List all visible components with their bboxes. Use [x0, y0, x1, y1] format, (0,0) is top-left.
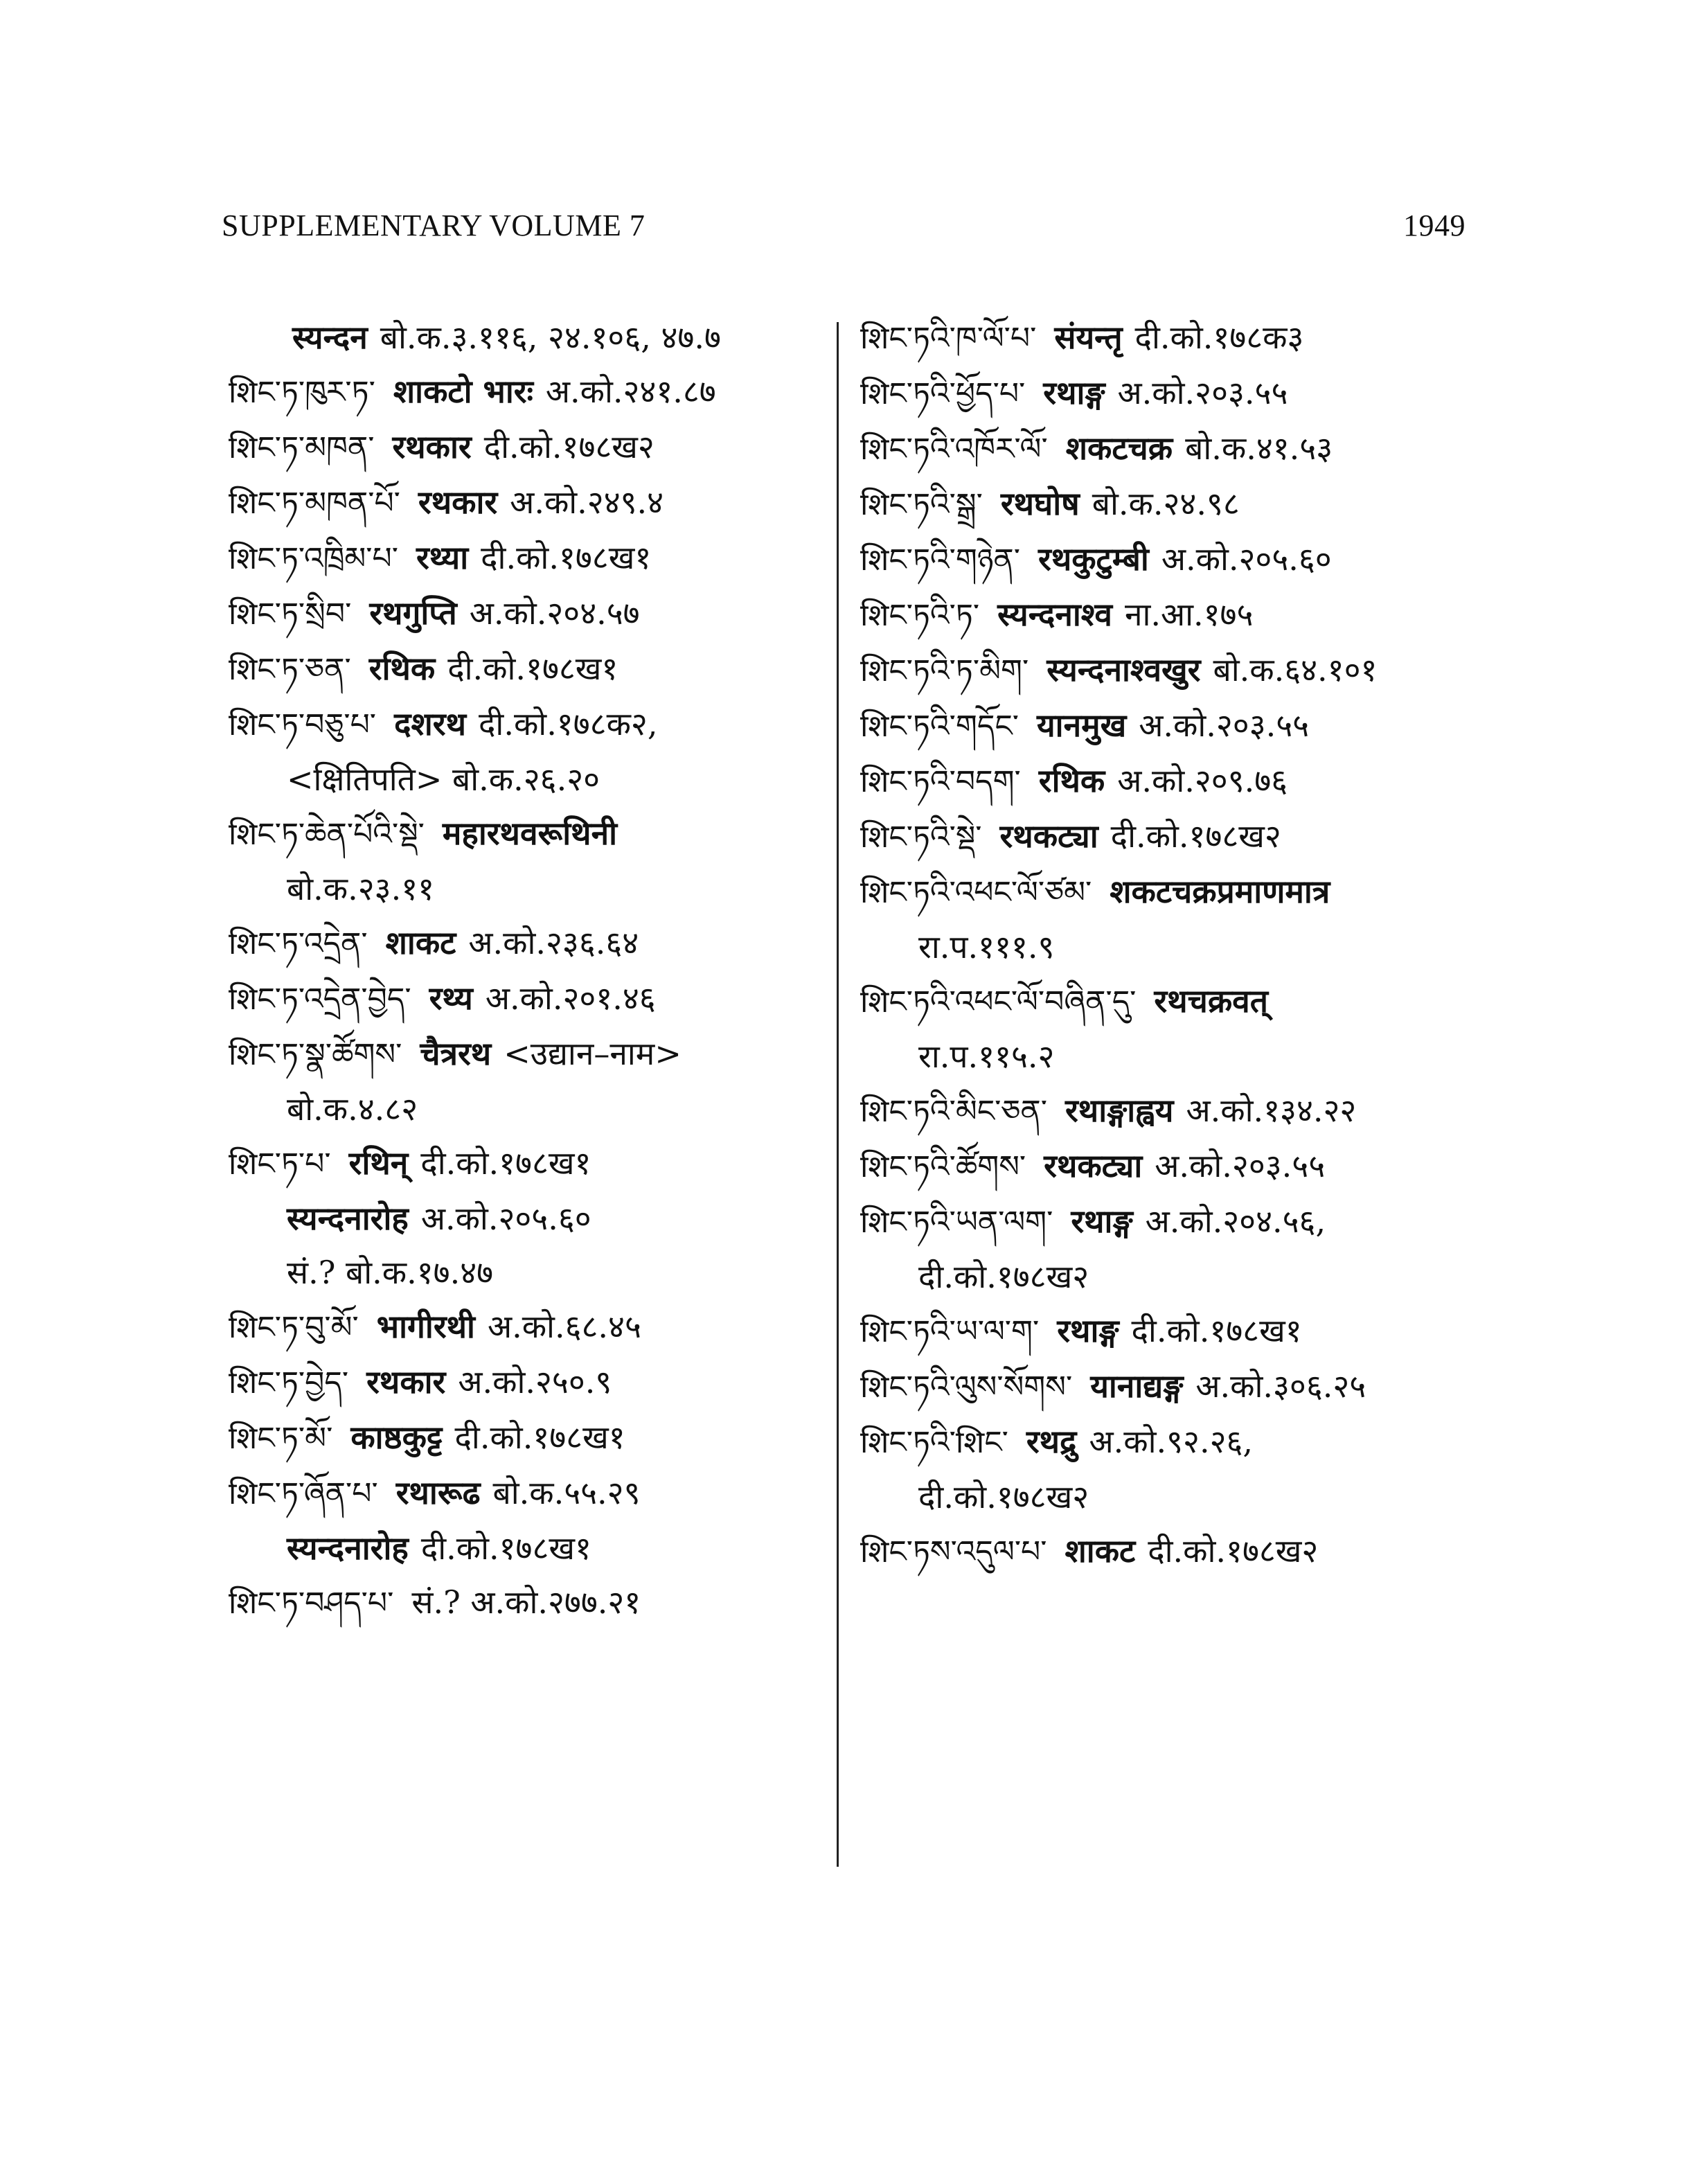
sanskrit-equivalent: चैत्ररथ [420, 1035, 492, 1072]
dictionary-entry [860, 1470, 1470, 1524]
dictionary-entry [229, 697, 838, 752]
source-reference: अ.को.२०१.४६ [485, 979, 656, 1017]
tibetan-headword: शिང་ཏ་ཅན་ [229, 652, 351, 687]
tibetan-headword: शिང་ཏ་པ་ [229, 1146, 331, 1182]
tibetan-headword: शिང་ཏ་མཁན་པོ་ [229, 486, 400, 521]
dictionary-entry [229, 1245, 838, 1299]
sanskrit-equivalent: रथिक [1038, 762, 1105, 799]
source-reference: अ.को.२०५.६० [1161, 540, 1332, 578]
tibetan-headword: शिང་ཏ་སྲིབ་ [229, 596, 352, 632]
dictionary-entry [860, 864, 1470, 920]
sanskrit-equivalent: रथाङ्गाह्वय [1065, 1092, 1174, 1129]
sanskrit-equivalent: यानाद्यङ्ग [1090, 1367, 1184, 1405]
source-reference: दी.को.१७८ख१ [481, 539, 652, 576]
dictionary-entry [229, 862, 838, 916]
dictionary-entry [229, 806, 838, 862]
dictionary-entry [229, 1410, 838, 1466]
tibetan-headword: शिང་ཏ་མཁན་ [229, 430, 375, 465]
dictionary-entry [860, 1414, 1470, 1470]
source-reference: अ.को.२०४.५६, [1145, 1202, 1326, 1240]
tibetan-headword: शिང་ཏའི་ཏ་ [860, 598, 980, 633]
source-reference: दी.को.१७८ख१ [1131, 1312, 1302, 1349]
dictionary-entry [860, 1359, 1470, 1414]
sanskrit-equivalent: रथकट्या [1044, 1147, 1143, 1184]
source-reference: बो.क.२३.११ [287, 870, 435, 907]
sanskrit-equivalent: रथगुप्ति [369, 594, 457, 632]
tibetan-headword: शिང་ཏའི་ཡན་ལག་ [860, 1205, 1053, 1240]
source-reference: सं.? बो.क.१७.४७ [287, 1254, 494, 1291]
dictionary-entry [860, 366, 1470, 421]
dictionary-entry [860, 587, 1470, 643]
dictionary-entry [229, 364, 838, 420]
source-reference: <उद्यान–नाम> [504, 1035, 682, 1072]
sanskrit-equivalent: काष्ठकुट्ट [350, 1419, 443, 1456]
sanskrit-equivalent: स्यन्दनाश्व [997, 596, 1112, 633]
dictionary-entry [860, 754, 1470, 809]
sanskrit-equivalent: भागीरथी [376, 1308, 475, 1345]
sanskrit-equivalent: रथघोष [1000, 485, 1080, 522]
sanskrit-equivalent: यानमुख [1036, 707, 1127, 744]
dictionary-entry [229, 916, 838, 971]
running-head-volume: SUPPLEMENTARY VOLUME 7 [222, 208, 645, 242]
sanskrit-equivalent: रथिन् [348, 1144, 409, 1182]
dictionary-entry [229, 586, 838, 641]
tibetan-headword: शिང་ཏ་བཅུ་པ་ [229, 707, 377, 743]
source-reference: दी.को.१७८ख२ [918, 1258, 1089, 1295]
dictionary-entry [229, 1521, 838, 1575]
dictionary-entry [229, 641, 838, 697]
sanskrit-equivalent: रथ्य [429, 979, 473, 1017]
dictionary-entry [860, 1250, 1470, 1304]
source-reference: बो.क.४.८२ [287, 1090, 418, 1128]
sanskrit-equivalent: रथकार [366, 1363, 446, 1401]
source-reference: अ.को.१३४.२२ [1186, 1092, 1357, 1129]
dictionary-entry [860, 920, 1470, 974]
sanskrit-equivalent: स्यन्दनाश्वखुर [1047, 651, 1201, 689]
tibetan-headword: शिང་ཏའི་ཏ་མིག་ [860, 653, 1029, 689]
tibetan-headword: शिང་ཏས་འདུལ་པ་ [860, 1534, 1047, 1570]
tibetan-headword: शिང་ཏའི་མིང་ཅན་ [860, 1094, 1047, 1129]
left-column [229, 310, 838, 1631]
source-reference: अ.को.२३६.६४ [468, 924, 639, 961]
dictionary-entry [229, 310, 838, 364]
source-reference: रा.प.११५.२ [918, 1038, 1055, 1075]
tibetan-headword: शिང་ཏ་ཞོན་པ་ [229, 1476, 378, 1511]
tibetan-headword: शिང་ཏ་བུ་མོ་ [229, 1310, 359, 1345]
source-reference: अ.को.९२.२६, [1089, 1423, 1254, 1460]
sanskrit-equivalent: रथ्या [416, 539, 469, 576]
dictionary-entry [229, 752, 838, 806]
sanskrit-equivalent: स्यन्दन [292, 319, 368, 356]
tibetan-headword: शिང་ཏའི་शिང་ [860, 1425, 1008, 1460]
tibetan-headword: शिང་ཏ་བྱེད་ [229, 1365, 349, 1401]
tibetan-headword: शिང་ཏའི་སྡེ་ [860, 819, 982, 855]
source-reference: अ.को.२४९.४ [510, 483, 664, 521]
source-reference: ना.आ.१७५ [1124, 596, 1254, 633]
source-reference: रा.प.१११.९ [918, 928, 1055, 966]
source-reference: अ.को.२०३.५५ [1139, 707, 1310, 744]
source-reference: अ.को.२०३.५५ [1117, 374, 1288, 411]
tibetan-headword: शिང་ཏ་སྣ་ཚོགས་ [229, 1037, 402, 1072]
tibetan-headword: शिང་ཏ་འདྲེན་ [229, 926, 368, 961]
dictionary-entry [229, 420, 838, 475]
page-number: 1949 [1403, 208, 1466, 242]
source-reference: दी.को.१७८ख१ [454, 1419, 625, 1456]
sanskrit-equivalent: रथकुटुम्बी [1038, 540, 1149, 578]
source-reference: अ.को.२४१.८७ [545, 373, 716, 410]
sanskrit-equivalent: रथाङ्ग [1043, 374, 1105, 411]
dictionary-entry [860, 421, 1470, 477]
dictionary-entry [229, 531, 838, 586]
dictionary-entry [229, 1136, 838, 1191]
sanskrit-equivalent: रथकार [392, 428, 472, 465]
tibetan-headword: शिང་ཏའི་གཉེན་ [860, 542, 1020, 578]
sanskrit-equivalent: रथिक [368, 650, 436, 687]
column-divider [837, 322, 839, 1867]
sanskrit-equivalent: स्यन्दनारोह [287, 1529, 409, 1567]
tibetan-headword: शिང་ཏའི་སྒྲ་ [860, 487, 983, 522]
tibetan-headword: शिང་ཏའི་བདག་ [860, 764, 1021, 799]
tibetan-headword: शिང་ཏའི་ཡ་ལ་ག་ [860, 1314, 1040, 1349]
dictionary-entry [860, 1194, 1470, 1250]
source-reference: अ.को.२५०.९ [458, 1363, 612, 1401]
dictionary-entry [229, 475, 838, 531]
sanskrit-equivalent: रथाङ्ग [1057, 1312, 1119, 1349]
dictionary-entry [860, 1029, 1470, 1083]
tibetan-headword: शिང་ཏའི་ཁ་ལོ་པ་ [860, 321, 1037, 356]
sanskrit-equivalent: रथद्रु [1026, 1423, 1077, 1460]
dictionary-entry [860, 1083, 1470, 1139]
page-header [222, 208, 1466, 263]
source-reference: अ.को.२०४.५७ [469, 594, 640, 632]
dictionary-entry [229, 1299, 838, 1355]
sanskrit-equivalent: शकटचक्रप्रमाणमात्र [1110, 873, 1330, 910]
source-reference: बो.क.४१.५३ [1185, 429, 1333, 467]
dictionary-entry [860, 698, 1470, 754]
sanskrit-equivalent: संयन्तृ [1054, 319, 1123, 356]
dictionary-entry [229, 1575, 838, 1631]
dictionary-entry [229, 1191, 838, 1245]
source-reference: दी.को.१७८ख२ [1148, 1532, 1319, 1570]
sanskrit-equivalent: दशरथ [394, 705, 466, 743]
tibetan-headword: शिང་ཏའི་འཕང་ལོ་བཞིན་དུ་ [860, 984, 1137, 1020]
dictionary-entry [229, 1355, 838, 1410]
tibetan-headword: शिང་ཏ་བཤད་པ་ [229, 1586, 394, 1621]
sanskrit-equivalent: शकटचक्र [1065, 429, 1173, 467]
dictionary-entry [860, 477, 1470, 532]
dictionary-entry [860, 974, 1470, 1029]
sanskrit-equivalent: महारथवरूथिनी [442, 815, 618, 852]
source-reference: अ.को.६८.४५ [487, 1308, 641, 1345]
source-reference: अ.को.२०३.५५ [1155, 1147, 1326, 1184]
tibetan-headword: शिང་ཏ་ཆེན་པོའི་སྡེ་ [229, 817, 425, 852]
tibetan-headword: शिང་ཏའི་ཚོགས་ [860, 1149, 1026, 1184]
sanskrit-equivalent: रथकट्या [999, 817, 1098, 855]
source-reference: अ.को.३०६.२५ [1195, 1367, 1366, 1405]
source-reference: दी.को.१७८ख२ [483, 428, 654, 465]
source-reference: सं.? अ.को.२७७.२१ [411, 1583, 641, 1621]
dictionary-entry [860, 643, 1470, 698]
sanskrit-equivalent: शाकट [385, 924, 456, 961]
source-reference: बो.क.५५.२९ [492, 1474, 641, 1511]
source-reference: <क्षितिपति> बो.क.२६.२० [287, 761, 600, 798]
tibetan-headword: शिང་ཏ་མོ་ [229, 1421, 333, 1456]
right-column [860, 310, 1470, 1579]
tibetan-headword: शिང་ཏ་འཁྲིམ་པ་ [229, 541, 398, 576]
dictionary-entry [860, 310, 1470, 366]
tibetan-headword: शिང་ཏའི་ལུས་སོགས་ [860, 1369, 1073, 1405]
dictionary-entry [860, 532, 1470, 587]
tibetan-headword: शिང་ཏ་འདྲེན་བྱེད་ [229, 982, 411, 1017]
dictionary-entry [229, 1027, 838, 1082]
source-reference: दी.को.१७८ख१ [447, 650, 618, 687]
dictionary-entry [229, 1082, 838, 1136]
dictionary-entry [860, 1524, 1470, 1579]
sanskrit-equivalent: शाकट [1065, 1532, 1136, 1570]
source-reference: दी.को.१७८क२, [478, 705, 658, 743]
source-reference: बो.क.६४.१०१ [1213, 651, 1378, 689]
sanskrit-equivalent: रथचक्रवत् [1154, 982, 1268, 1020]
source-reference: दी.को.१७८ख१ [420, 1529, 591, 1567]
tibetan-headword: शिང་ཏའི་འཕང་ལོ་ཙམ་ [860, 875, 1092, 910]
sanskrit-equivalent: शाकटो भारः [393, 373, 533, 410]
source-reference: दी.को.१७८ख२ [1110, 817, 1281, 855]
dictionary-entry [229, 1466, 838, 1521]
sanskrit-equivalent: रथारूढ [395, 1474, 481, 1511]
source-reference: बो.क.२४.९८ [1092, 485, 1240, 522]
tibetan-headword: शिང་ཏའི་འཁོར་ལོ་ [860, 432, 1048, 467]
source-reference: अ.को.२०५.६० [420, 1200, 591, 1237]
dictionary-entry [860, 1139, 1470, 1194]
sanskrit-equivalent: रथकार [418, 483, 498, 521]
tibetan-headword: शिང་ཏའི་གདོང་ [860, 709, 1019, 744]
source-reference: दी.को.१७८ख१ [420, 1144, 591, 1182]
source-reference: दी.को.१७८ख२ [918, 1478, 1089, 1516]
tibetan-headword: शिང་ཏའི་ཕྱོད་པ་ [860, 376, 1026, 411]
source-reference: अ.को.२०९.७६ [1117, 762, 1288, 799]
dictionary-entry [229, 971, 838, 1027]
tibetan-headword: शिང་ཏ་ཁུར་ཏ་ [229, 375, 375, 410]
dictionary-entry [860, 809, 1470, 864]
source-reference: बो.क.३.११६, २४.१०६, ४७.७ [380, 319, 721, 356]
dictionary-entry [860, 1304, 1470, 1359]
sanskrit-equivalent: रथाङ्ग [1071, 1202, 1133, 1240]
sanskrit-equivalent: स्यन्दनारोह [287, 1200, 409, 1237]
source-reference: दी.को.१७८क३ [1134, 319, 1304, 356]
